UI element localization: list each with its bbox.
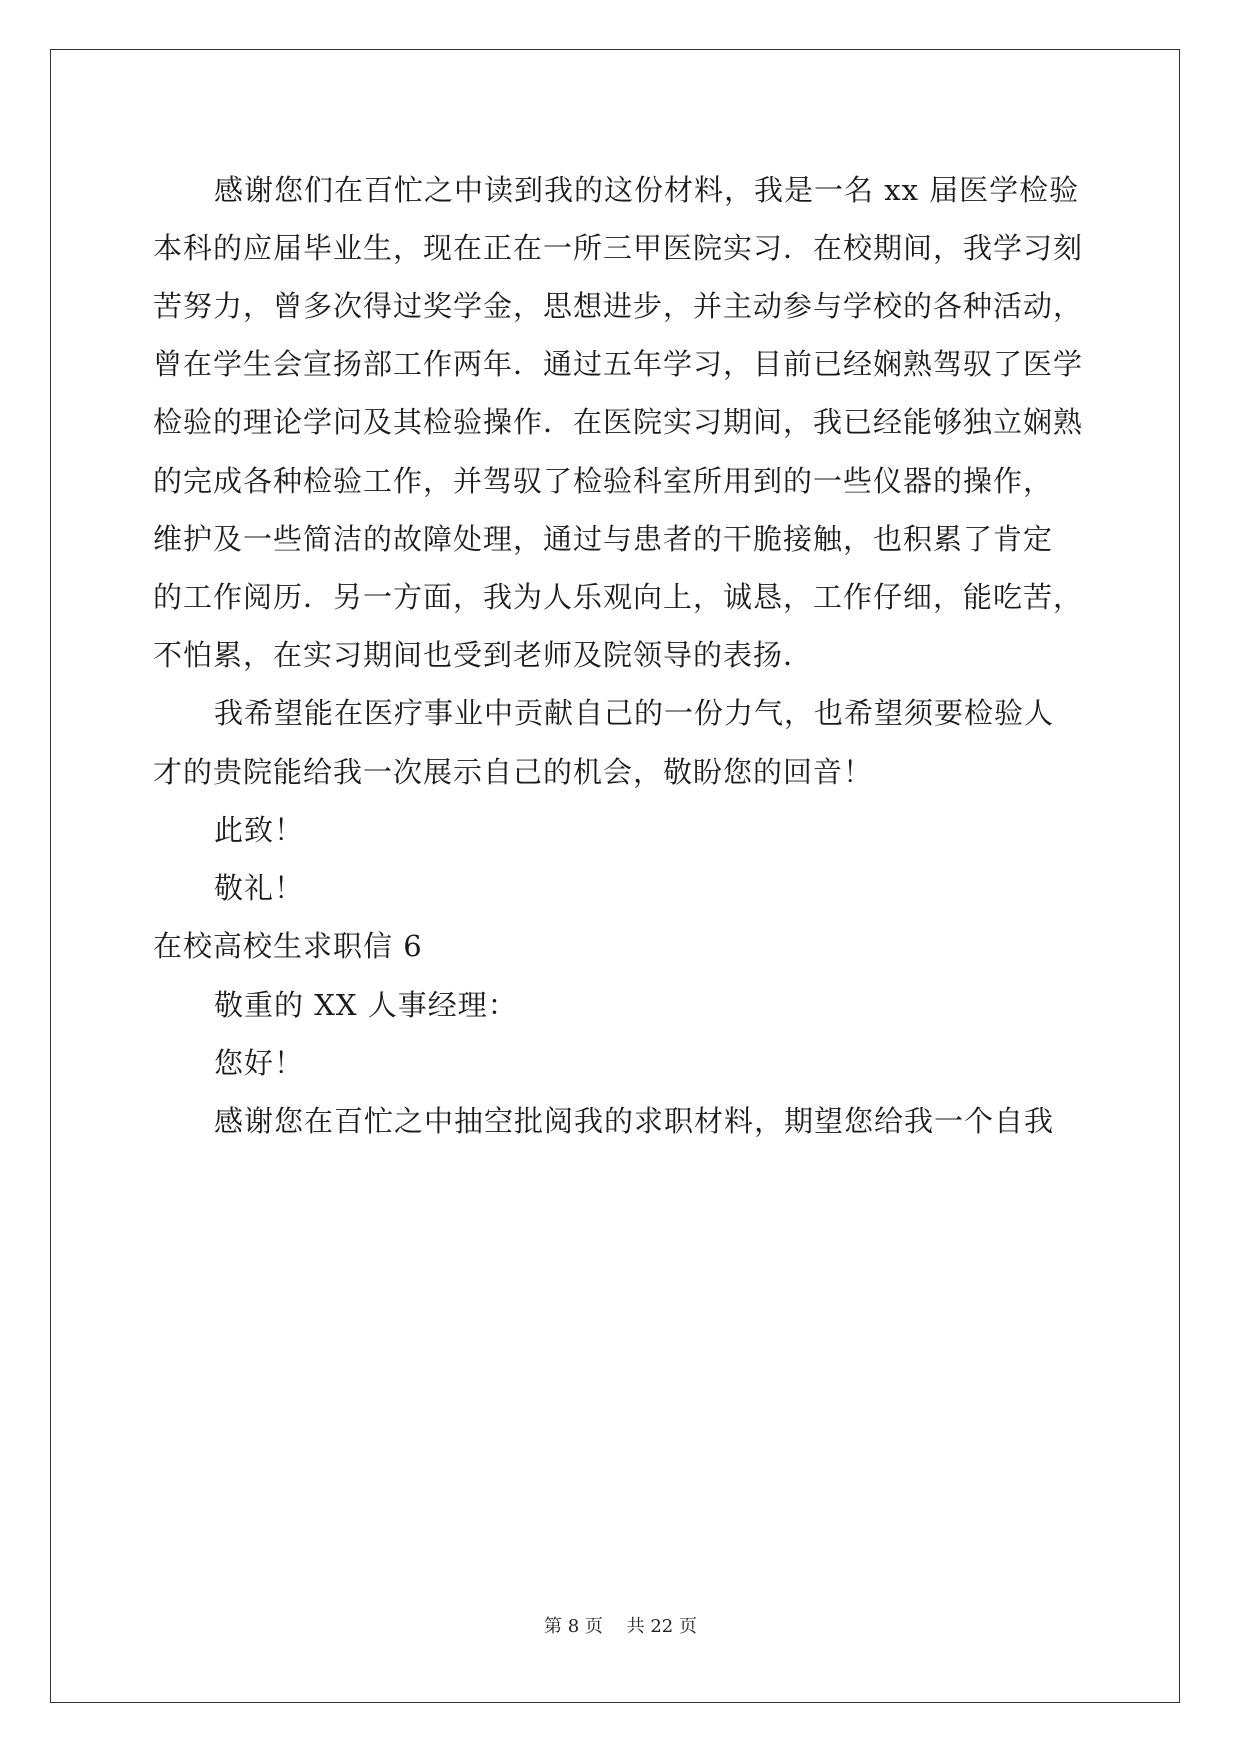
letter-hello: 您好！ <box>214 1046 305 1080</box>
paragraph-1-line-8: 的工作阅历．另一方面，我为人乐观向上，诚恳，工作仔细，能吃苦， <box>153 580 1084 614</box>
paragraph-1-line-2: 本科的应届毕业生，现在正在一所三甲医院实习．在校期间，我学习刻 <box>153 231 1084 265</box>
closing-regards: 敬礼！ <box>214 871 305 905</box>
paragraph-2-line-1: 我希望能在医疗事业中贡献自己的一份力气，也希望须要检验人 <box>214 696 1055 730</box>
paragraph-1-line-7: 维护及一些简洁的故障处理，通过与患者的干脆接触，也积累了肯定 <box>153 522 1054 556</box>
section-heading: 在校高校生求职信 6 <box>153 929 423 963</box>
paragraph-1-line-6: 的完成各种检验工作，并驾驭了检验科室所用到的一些仪器的操作， <box>153 464 1054 498</box>
paragraph-1-line-4: 曾在学生会宣扬部工作两年．通过五年学习，目前已经娴熟驾驭了医学 <box>153 347 1084 381</box>
letter-greeting: 敬重的 XX 人事经理： <box>214 988 518 1022</box>
paragraph-1-line-5: 检验的理论学问及其检验操作．在医院实习期间，我已经能够独立娴熟 <box>153 405 1084 439</box>
paragraph-3-line-1: 感谢您在百忙之中抽空批阅我的求职材料，期望您给我一个自我 <box>214 1104 1055 1138</box>
page-number-footer: 第 8 页 共 22 页 <box>544 1616 697 1637</box>
paragraph-1-line-1: 感谢您们在百忙之中读到我的这份材料，我是一名 xx 届医学检验 <box>214 173 1080 207</box>
paragraph-2-line-2: 才的贵院能给我一次展示自己的机会，敬盼您的回音！ <box>153 755 874 789</box>
closing-salutation: 此致！ <box>214 813 305 847</box>
paragraph-1-line-3: 苦努力，曾多次得过奖学金，思想进步，并主动参与学校的各种活动， <box>153 289 1084 323</box>
paragraph-1-line-9: 不怕累，在实习期间也受到老师及院领导的表扬． <box>153 638 814 672</box>
